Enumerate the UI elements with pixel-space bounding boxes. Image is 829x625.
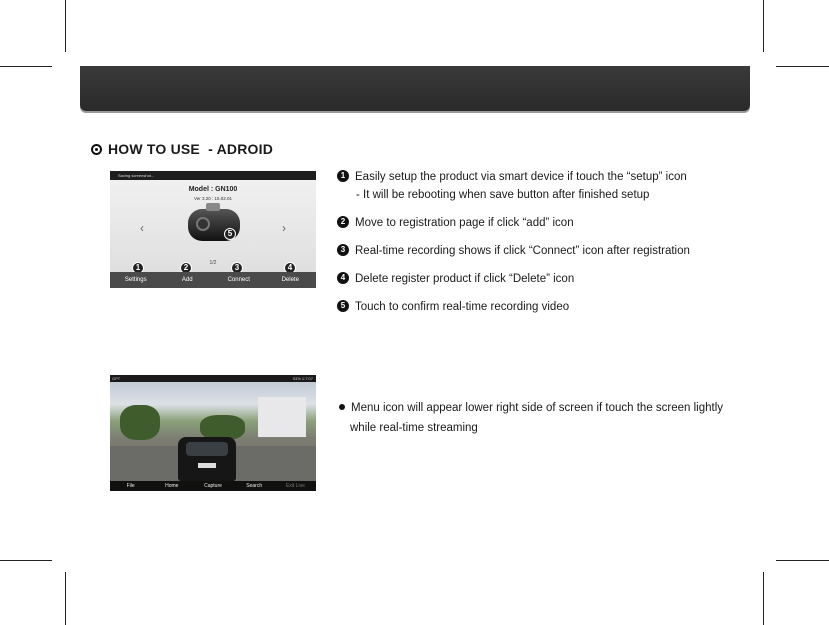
settings-button[interactable]: Settings (124, 277, 147, 283)
page-indicator: 1/2 (209, 260, 217, 266)
license-plate (198, 463, 216, 468)
gear-icon (91, 144, 102, 155)
file-button[interactable]: File (126, 483, 135, 489)
bullet-line-2: while real-time streaming (350, 422, 478, 434)
number-badge: 5 (337, 300, 349, 312)
section-title-text: HOW TO USE - ADROID (108, 141, 273, 157)
building-image (258, 397, 306, 437)
badge-2: 2 (180, 262, 192, 274)
car-image (178, 437, 236, 481)
capture-button[interactable]: Capture (204, 483, 222, 489)
instruction-5 (337, 301, 569, 313)
crop-mark (0, 66, 52, 67)
badge-4: 4 (284, 262, 296, 274)
add-button[interactable]: Add (181, 277, 193, 283)
crop-mark (65, 572, 66, 625)
streaming-toolbar (110, 481, 316, 491)
crop-mark (0, 560, 52, 561)
bottom-toolbar (110, 272, 316, 288)
home-button[interactable]: Home (165, 483, 179, 489)
number-badge: 4 (337, 272, 349, 284)
bullet-note (339, 402, 723, 414)
instruction-text: Touch to confirm real-time recording video (355, 301, 570, 314)
version-label: Ver 3.20 : 15.02.01 (193, 196, 233, 201)
section-title (91, 141, 273, 157)
instruction-text: Delete register product if click “Delete” icon (355, 273, 575, 286)
instruction-1-sub: - It will be rebooting when save button after finished setup (356, 189, 650, 201)
delete-button[interactable]: Delete (281, 277, 299, 283)
crop-mark (776, 560, 829, 561)
crop-mark (763, 0, 764, 52)
connect-button[interactable]: Connect (227, 277, 250, 283)
crop-mark (776, 66, 829, 67)
instruction-text: Move to registration page if click “add” icon (355, 217, 574, 230)
crop-mark (65, 0, 66, 52)
chevron-left-icon[interactable]: ‹ (140, 221, 144, 235)
chevron-right-icon[interactable]: › (282, 221, 286, 235)
status-bar: Saving screenshot... (110, 171, 316, 180)
badge-1: 1 (132, 262, 144, 274)
model-label: Model : GN100 (188, 186, 238, 193)
app-screenshot-streaming[interactable] (110, 375, 316, 491)
instruction-text: Easily setup the product via smart device if touch the “setup” icon (355, 171, 687, 184)
badge-5: 5 (224, 228, 236, 240)
instruction-text: Real-time recording shows if click “Connect” icon after registration (355, 245, 690, 258)
camera-lens-icon (196, 217, 210, 231)
bullet-line-1: Menu icon will appear lower right side of screen if touch the screen lightly (351, 402, 724, 414)
tree-image (120, 405, 160, 440)
number-badge: 1 (337, 170, 349, 182)
badge-3: 3 (231, 262, 243, 274)
crop-mark (763, 572, 764, 625)
exit-live-button[interactable]: Exit Live (285, 483, 305, 489)
instruction-4 (337, 273, 574, 285)
status-left: GPT (112, 376, 121, 381)
bullet-dot (339, 404, 345, 410)
number-badge: 2 (337, 216, 349, 228)
search-button[interactable]: Search (246, 483, 263, 489)
header-bar (80, 66, 750, 111)
instruction-3 (337, 245, 690, 257)
app-screenshot-main (110, 171, 316, 288)
status-bar (110, 375, 316, 382)
instruction-2 (337, 217, 574, 229)
car-window (186, 442, 228, 456)
number-badge: 3 (337, 244, 349, 256)
status-right: 93% 1:7:07 (292, 376, 313, 381)
instruction-1 (337, 171, 687, 183)
